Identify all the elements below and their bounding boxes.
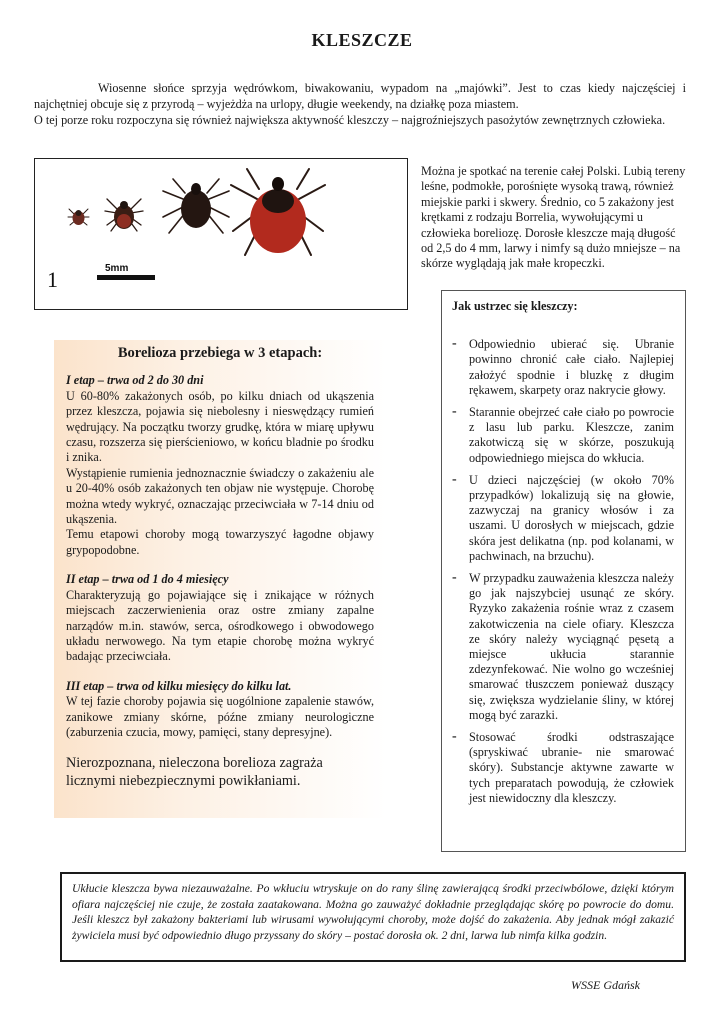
dash-bullet: - (452, 570, 457, 586)
tick-photo (34, 158, 408, 310)
page-title: KLESZCZE (311, 30, 413, 50)
dash-bullet: - (452, 336, 457, 352)
tip-item (452, 473, 674, 564)
tip-item (452, 730, 674, 806)
intro-paragraph-2: O tej porze roku rozpoczyna się również największa aktywność kleszczy – najgroźniejszych pasożytów zewnętrznych człowieka. (34, 113, 666, 128)
stage-1-title: I etap – trwa od 2 do 30 dni (66, 373, 204, 388)
stage-2-paragraph: Charakteryzują go pojawiające się i znikające w różnych miejscach zaczerwienienia oraz ostre zmiany zapalne narządów m.in. stawów, serca, ośrodkowego i obwodowego układu nerwowego. Na tym etapie chorobę można wykryć badając przeciwciała. (66, 587, 374, 664)
footer-source: WSSE Gdańsk (571, 978, 640, 992)
tip-item (452, 405, 674, 466)
tips-title: Jak ustrzec się kleszczy: (452, 299, 578, 313)
stage-1-paragraph: U 60-80% zakażonych osób, po kilku dniach od ukąszenia przez kleszcza, pojawia się niebolesny i nieswędzący rumień wędrujący. Na początku tworzy grudkę, która w miarę upływu czasu, rozszerza się pierścieniowo, w końcu bladnie po środku i znika. (66, 388, 374, 465)
scale-label: 5mm (105, 263, 129, 274)
tip-text: Odpowiednio ubierać się. Ubranie powinno chronić całe ciało. Najlepiej założyć spodnie i bluzkę z długim rękawem, skarpety oraz nakrycie głowy. (469, 337, 674, 397)
dash-bullet: - (452, 404, 457, 420)
tip-text: W przypadku zauważenia kleszcza należy go jak najszybciej usunąć ze skóry. Ryzyko zakażenia rośnie wraz z czasem zakotwiczenia na ciele ofiary. Kleszcza ze skóry należy wyciągnąć pęsetą a miejsce ukłucia starannie zdezynfekować. Nie wolno go wcześniej smarować tłuszczem ponieważ duszący się, zwiększa wydzielanie śliny, w której mogą być zarazki. (469, 571, 674, 722)
habitat-text: Można je spotkać na terenie całej Polski. Lubią tereny leśne, podmokłe, porośnięte wysoką trawą, również miejskie parki i skwery. Średnio, co 5 zakażony jest krętkami z rodzaju Borrelia, wywołującymi u człowieka boreliozę. Dorosłe kleszcze mają długość od 2,5 do 4 mm, larwy i nimfy są dużo mniejsze – na skórze wyglądają jak małe kropeczki. (421, 164, 686, 271)
tip-text: Starannie obejrzeć całe ciało po powrocie z lasu lub parku. Kleszcze, zanim zakotwiczą się w skórze, poszukują odpowiedniego miejsca do wkłucia. (469, 405, 674, 465)
borelioza-warning: Nierozpoznana, nieleczona borelioza zagraża licznymi niebezpiecznymi powikłaniami. (66, 755, 323, 790)
dash-bullet: - (452, 471, 457, 487)
tick-adult-small (163, 179, 229, 233)
stage-1-paragraph: Temu etapowi choroby mogą towarzyszyć łagodne objawy grypopodobne. (66, 527, 374, 557)
stage-3-paragraph: W tej fazie choroby pojawia się uogólnione zapalenie stawów, zanikowe zmiany skórne, późne zmiany neurologiczne (zaburzenia czucia, mowy, pamięci, stany depresyjne). (66, 694, 374, 739)
scale-bar (97, 275, 155, 280)
bite-note-box: Ukłucie kleszcza bywa niezauważalne. Po wkłuciu wtryskuje on do rany ślinę zawierającą środki przeciwbólowe, dzięki którym ofiara najczęściej nie czuje, że została zaatakowana. Można go zauważyć dokładnie przeglądając skórę po powrocie do domu. Jeśli kleszcz był zakażony bakteriami lub wirusami wywołującymi choroby, może dojść do zakażenia. Aby jednak mógł zakazić żywiciela musi być odpowiednio długo przyssany do skóry – postać dorosła ok. 2 dni, larwa lub nimfa kilka godzin. (60, 872, 686, 962)
tip-item (452, 337, 674, 398)
tip-text: Stosować środki odstraszające (spryskiwać ubranie- nie smarować skóry). Substancje aktywne zawarte w tych preparatach powodują, że człowiek jest niewidoczny dla kleszczy. (469, 730, 674, 805)
tick-nymph (105, 199, 143, 231)
stage-1-paragraph: Wystąpienie rumienia jednoznacznie świadczy o zakażeniu ale u 20-40% osób zakażonych ten objaw nie występuje. Chorobę można wtedy wykryć, oznaczając przeciwciała w 7-14 dniu od ukąszenia. (66, 465, 374, 527)
intro-paragraph-1: Wiosenne słońce sprzyja wędrówkom, biwakowaniu, wypadom na „majówki”. Jest to czas kiedy najczęściej i najchętniej obcuje się z przyrodą – wyjeżdża na urlopy, długie weekendy, na działkę poza miastem. (34, 81, 686, 112)
intro-section (34, 80, 686, 129)
tick-adult-female (231, 169, 325, 255)
stage-2-title: II etap – trwa od 1 do 4 miesięcy (66, 572, 229, 587)
prevention-tips-box (441, 290, 686, 852)
dash-bullet: - (452, 729, 457, 745)
tip-item (452, 571, 674, 723)
stage-3-title: III etap – trwa od kilku miesięcy do kilku lat. (66, 678, 292, 693)
tick-larva (68, 209, 89, 225)
borelioza-title: Borelioza przebiega w 3 etapach: (117, 345, 323, 361)
tick-illustration (35, 159, 409, 311)
tip-text: U dzieci najczęściej (w około 70% przypadków) lokalizują się na głowie, zazwyczaj na granicy włosów i za uszami. U dorosłych w miejscach, gdzie skóra jest delikatna (np. pod kolanami, w pachwinach, na brzuchu). (469, 472, 674, 563)
spacer (66, 558, 374, 572)
borelioza-stages-box (54, 340, 386, 818)
spacer (66, 665, 374, 679)
figure-number: 1 (47, 267, 58, 292)
